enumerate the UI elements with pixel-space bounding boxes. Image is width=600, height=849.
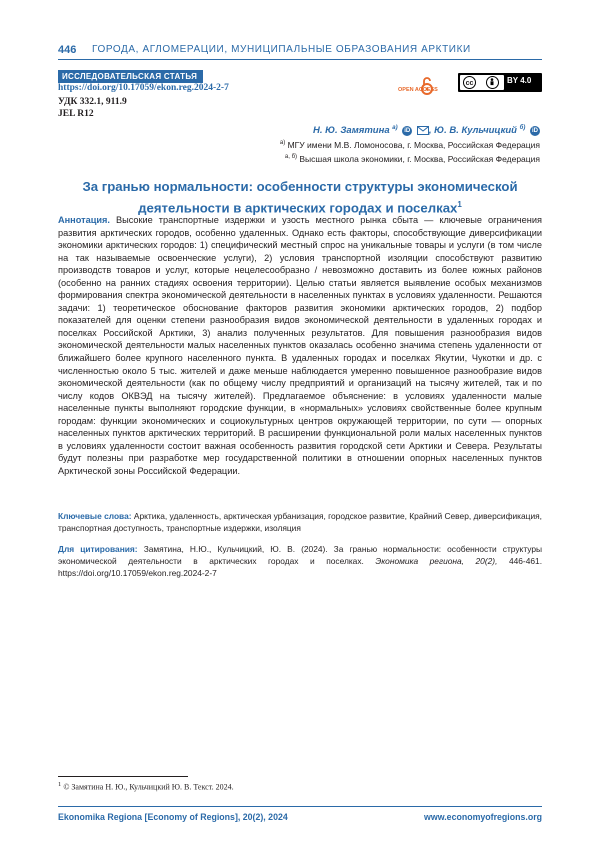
- website-link[interactable]: www.economyofregions.org: [424, 812, 542, 822]
- running-title: ГОРОДА, АГЛОМЕРАЦИИ, МУНИЦИПАЛЬНЫЕ ОБРАЗОВАНИЯ АРКТИКИ: [92, 44, 471, 55]
- abstract: [58, 214, 542, 477]
- keywords-label: Ключевые слова:: [58, 511, 132, 521]
- citation-journal: Экономика региона, 20(2),: [375, 556, 498, 566]
- footnote: [58, 781, 234, 792]
- affiliation: [280, 140, 540, 150]
- affiliation: [285, 154, 540, 164]
- citation: [58, 543, 542, 579]
- keywords: [58, 510, 542, 534]
- footnote-divider: [58, 776, 188, 777]
- open-access-label: OPEN ACCESS: [398, 87, 438, 93]
- affiliation-marker: а): [279, 140, 286, 147]
- cc-icon: cc: [463, 76, 476, 89]
- orcid-icon[interactable]: iD: [532, 127, 538, 134]
- author-name[interactable]: Н. Ю. Замятина: [313, 125, 390, 137]
- orcid-icon[interactable]: iD: [404, 127, 411, 134]
- author-name[interactable]: Ю. В. Кульчицкий: [434, 125, 517, 137]
- footer-divider: [58, 806, 542, 807]
- header-divider: [58, 59, 542, 60]
- title-line: За гранью нормальности: особенности структуры экономической: [82, 179, 518, 194]
- citation-label: Для цитирования:: [58, 544, 138, 554]
- footnote-marker[interactable]: 1: [457, 200, 462, 209]
- citation-text: Замятина, Н.Ю., Кульчицкий, Ю. В. (2024). За гранью нормальности: особенности структуры экономической деятельности в арктических городах и поселках.: [58, 544, 543, 566]
- attribution-person-icon: [486, 76, 499, 89]
- author-line: [313, 125, 540, 136]
- article-type-badge: ИССЛЕДОВАТЕЛЬСКАЯ СТАТЬЯ: [58, 70, 203, 83]
- affiliation-marker: а, б): [284, 154, 298, 161]
- udk-code: УДК 332.1, 911.9: [58, 97, 127, 107]
- author-separator: ,: [428, 125, 432, 137]
- citation-pages-doi[interactable]: 446-461. https://doi.org/10.17059/ekon.reg.2024-2-7: [58, 556, 543, 578]
- affiliation-marker: а): [392, 125, 398, 131]
- affiliation-text: МГУ имени М.В. Ломоносова, г. Москва, Российская Федерация: [287, 140, 540, 150]
- cc-license-badge[interactable]: [458, 73, 542, 92]
- article-title: [58, 178, 542, 217]
- open-access-logo[interactable]: [398, 77, 458, 107]
- abstract-label: Аннотация.: [58, 215, 110, 225]
- footnote-marker: 1: [58, 781, 62, 788]
- license-label: BY 4.0: [507, 76, 532, 85]
- doi-link[interactable]: https://doi.org/10.17059/ekon.reg.2024-2-7: [58, 83, 229, 93]
- keywords-text: Арктика, удаленность, арктическая урбанизация, городское развитие, Крайний Север, диверсификация, транспортная доступность, транспортные издержки, изоляция: [58, 511, 543, 533]
- journal-footer: Ekonomika Regiona [Economy of Regions], 20(2), 2024: [58, 812, 288, 822]
- email-icon[interactable]: [417, 126, 429, 135]
- title-line: деятельности в арктических городах и поселках$^1$: [138, 200, 462, 216]
- affiliation-text: Высшая школа экономики, г. Москва, Российская Федерация: [299, 154, 540, 164]
- page-number: 446: [58, 44, 77, 56]
- abstract-text: Высокие транспортные издержки и узость местного рынка сбыта — ключевые ограничения развития арктических городов, особенно удаленных. Однако есть факторы, способствующие диверсификации экономики арктических городов: 1) специфический местный спрос на уникальные товары и услуги (в том числе на так называемые освоенческие услуги), 2) условия транспортной изоляции способствуют развитию производств товаров и услуг, которые нецелесообразно / невозможно доставить из более южных районов (особенно на ранних стадиях освоения территории). Целью статьи является выявление особых механизмов формирования спектра экономической деятельности в населенных пунктах в условиях удаленности. Решаются задачи: 1) теоретическое обоснование факторов развития экономики арктических городов, 2) подбор показателей для оценки степени разнообразия видов экономической деятельности в удаленных городах и поселках Российской Арктики, 3) анализ полученных результатов. Для повышения разнообразия видов экономической деятельности малых населенных пунктов оказалась особенно значима степень удаленности от ближайшего более крупного населенного пункта. В удаленных городах и поселках Якутии, Чукотки и др. с численностью около 5 тыс. жителей и даже меньше наблюдается умеренно повышенное разнообразие видов экономической деятельности (как по общему числу предприятий и организаций на тысячу жителей, так и по числу кодов ОКВЭД на тысячу жителей). Предлагаемое объяснение: в условиях удаленности малые населенные пункты выполняют городские функции, в «нормальных» условиях свойственные более крупным городам: функции экономических и социокультурных центров окружающей территории, по сути — опорных населенных пунктов арктических территорий. В расширении функциональной роли малых населенных пунктов в условиях удаленности состоит важная особенность развития городской сети Арктики и Севера. Результаты будут полезны при разработке мер государственной политики в отношении опорных населенных пунктов Арктической зоны Российской Федерации.: [58, 215, 542, 476]
- footnote-text: © Замятина Н. Ю., Кульчицкий Ю. В. Текст. 2024.: [63, 782, 234, 792]
- jel-code: JEL R12: [58, 109, 94, 119]
- affiliation-marker: б): [519, 125, 526, 131]
